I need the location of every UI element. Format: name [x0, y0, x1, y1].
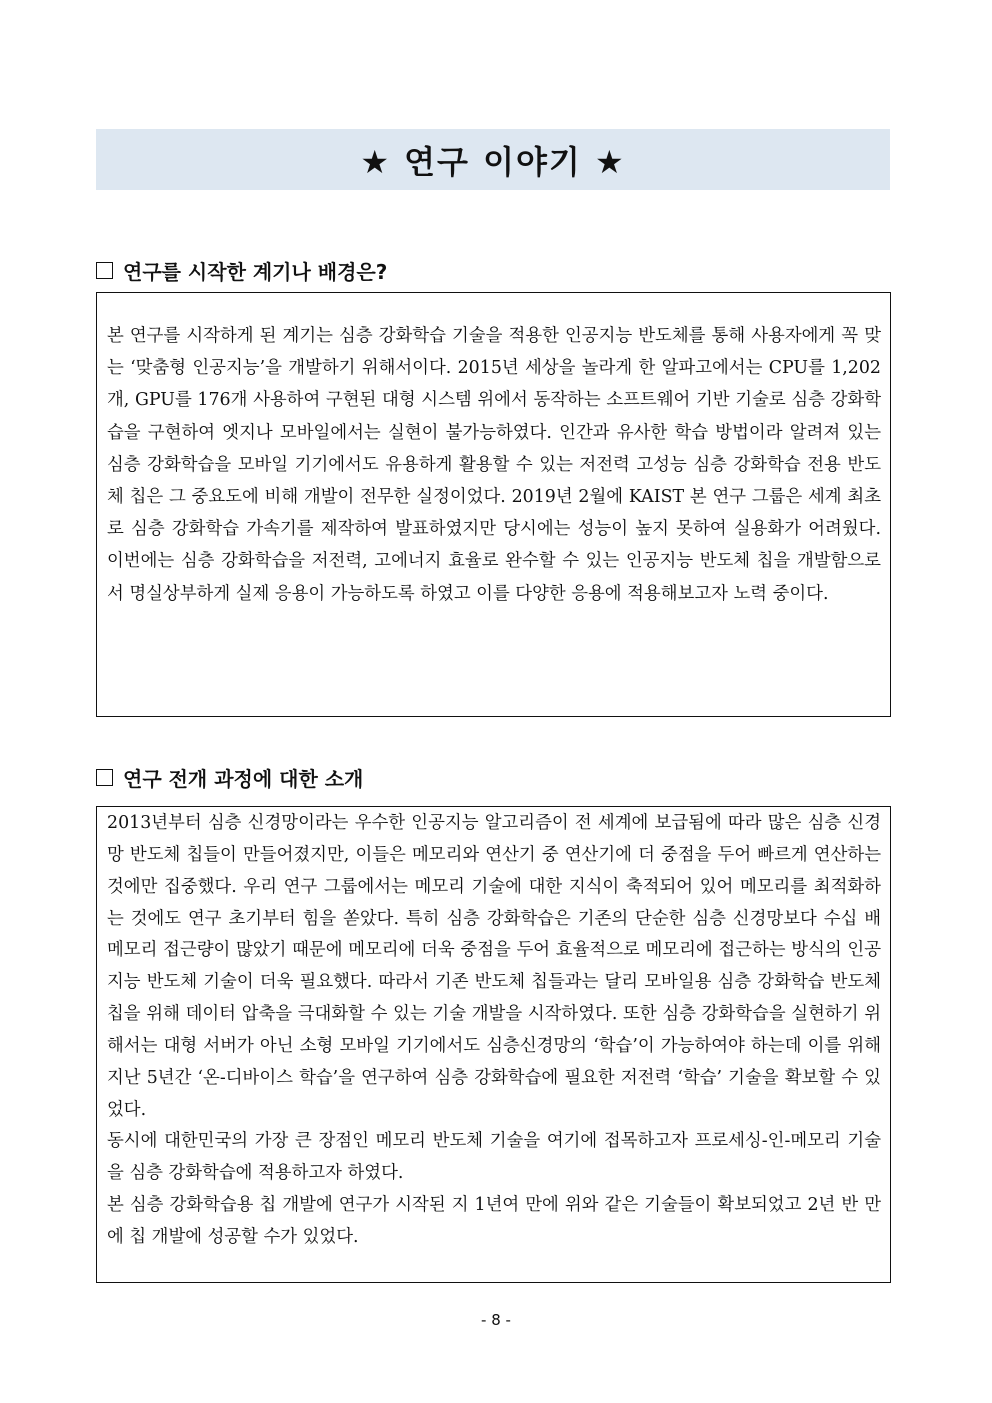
- section-heading-background: [96, 256, 387, 285]
- background-paragraph: 본 연구를 시작하게 된 계기는 심층 강화학습 기술을 적용한 인공지능 반도체를 통해 사용자에게 꼭 맞는 ‘맞춤형 인공지능’을 개발하기 위해서이다. 2015년 세상을 놀라게 한 알파고에서는 CPU를 1,202개, GPU를 176개 사용하여 구현된 대형 시스템 위에서 동작하는 소프트웨어 기반 기술로 심층 강화학습을 구현하여 엣지나 모바일에서는 실현이 불가능하였다. 인간과 유사한 학습 방법이라 알려져 있는 심층 강화학습을 모바일 기기에서도 유용하게 활용할 수 있는 저전력 고성능 심층 강화학습 전용 반도체 칩은 그 중요도에 비해 개발이 전무한 실정이었다. 2019년 2월에 KAIST 본 연구 그룹은 세계 최초로 심층 강화학습 가속기를 제작하여 발표하였지만 당시에는 성능이 높지 못하여 실용화가 어려웠다. 이번에는 심층 강화학습을 저전력, 고에너지 효율로 완수할 수 있는 인공지능 반도체 칩을 개발함으로서 명실상부하게 실제 응용이 가능하도록 하였고 이를 다양한 응용에 적용해보고자 노력 중이다.: [107, 326, 881, 604]
- page-title: ★ 연구 이야기 ★: [360, 142, 626, 181]
- checkbox-icon: [96, 769, 113, 786]
- background-text-box: [96, 292, 891, 717]
- process-paragraph: 동시에 대한민국의 가장 큰 장점인 메모리 반도체 기술을 여기에 접목하고자 프로세싱-인-메모리 기술을 심층 강화학습에 적용하고자 하였다.: [107, 1131, 881, 1184]
- title-banner: [96, 129, 890, 190]
- section-heading-text: 연구를 시작한 계기나 배경은?: [123, 260, 388, 284]
- checkbox-icon: [96, 262, 113, 279]
- process-paragraph: 2013년부터 심층 신경망이라는 우수한 인공지능 알고리즘이 전 세계에 보급됨에 따라 많은 심층 신경망 반도체 칩들이 만들어졌지만, 이들은 메모리와 연산기 중 연산기에 더 중점을 두어 빠르게 연산하는 것에만 집중했다. 우리 연구 그룹에서는 메모리 기술에 대한 지식이 축적되어 있어 메모리를 최적화하는 것에도 연구 초기부터 힘을 쏟았다. 특히 심층 강화학습은 기존의 단순한 심층 신경망보다 수십 배 메모리 접근량이 많았기 때문에 메모리에 더욱 중점을 두어 효율적으로 메모리에 접근하는 방식의 인공지능 반도체 기술이 더욱 필요했다. 따라서 기존 반도체 칩들과는 달리 모바일용 심층 강화학습 반도체 칩을 위해 데이터 압축을 극대화할 수 있는 기술 개발을 시작하였다. 또한 심층 강화학습을 실현하기 위해서는 대형 서버가 아닌 소형 모바일 기기에서도 심층신경망의 ‘학습’이 가능하여야 하는데 이를 위해 지난 5년간 ‘온-디바이스 학습’을 연구하여 심층 강화학습에 필요한 저전력 ‘학습’ 기술을 확보할 수 있었다.: [107, 813, 881, 1120]
- page-number: - 8 -: [481, 1311, 511, 1329]
- section-heading-process: [96, 763, 363, 792]
- process-paragraph: 본 심층 강화학습용 칩 개발에 연구가 시작된 지 1년여 만에 위와 같은 기술들이 확보되었고 2년 반 만에 칩 개발에 성공할 수가 있었다.: [107, 1195, 881, 1247]
- process-text-box: [96, 806, 891, 1283]
- section-heading-text: 연구 전개 과정에 대한 소개: [123, 767, 364, 791]
